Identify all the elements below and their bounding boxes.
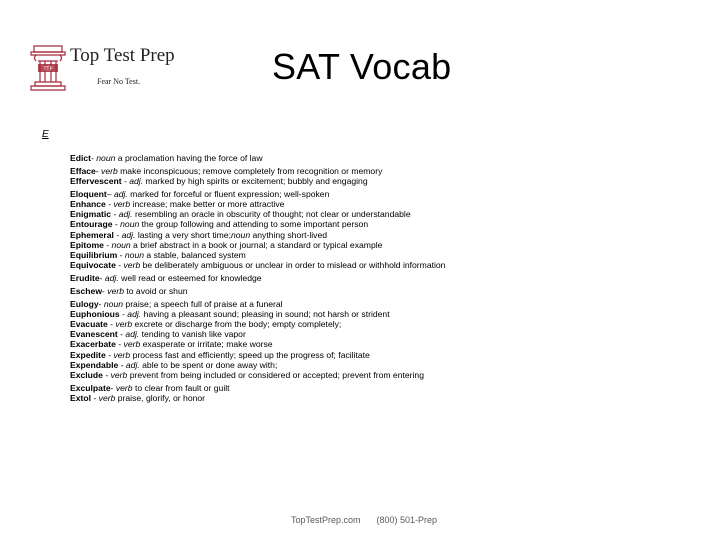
vocab-definition: resembling an oracle in obscurity of thought; not clear or understandable — [132, 209, 411, 220]
vocab-term: Entourage — [70, 219, 113, 230]
vocab-entry — [70, 299, 720, 309]
vocab-definition: anything short-lived — [250, 229, 328, 240]
vocab-term: Edict — [70, 153, 92, 163]
vocab-entry — [70, 350, 720, 360]
part-of-speech: adj. — [129, 176, 144, 186]
svg-text:TTP: TTP — [43, 66, 53, 73]
section-letter: E — [42, 129, 49, 140]
part-of-speech: verb — [113, 199, 131, 209]
part-of-speech: adj. — [113, 188, 128, 199]
vocab-separator: - — [91, 153, 97, 163]
vocab-separator: - — [110, 382, 116, 393]
part-of-speech: noun — [124, 250, 145, 261]
vocab-term: Enhance — [70, 199, 106, 209]
vocab-definition: able to be spent or done away with; — [139, 359, 278, 370]
vocab-separator: - — [105, 349, 114, 360]
vocab-entry — [70, 209, 720, 219]
vocab-separator: - — [115, 260, 124, 271]
part-of-speech: adj. — [121, 229, 136, 240]
part-of-speech: adj. — [127, 308, 142, 319]
vocab-separator: - — [117, 329, 126, 340]
vocab-entry — [70, 219, 720, 229]
vocab-definition: to clear from fault or guilt — [132, 382, 230, 393]
vocab-separator: – — [106, 188, 114, 199]
part-of-speech: verb — [115, 319, 133, 330]
vocab-term: Evanescent — [70, 329, 118, 340]
vocab-definition: process fast and efficiently; speed up the progress of; facilitate — [130, 349, 370, 360]
part-of-speech: noun — [111, 239, 131, 250]
vocab-separator: - — [118, 359, 126, 370]
vocab-term: Eulogy — [70, 298, 99, 309]
vocab-entry — [70, 250, 720, 260]
vocab-definition: tending to vanish like vapor — [139, 329, 246, 340]
vocab-term: Exculpate — [70, 382, 111, 393]
vocab-definition: praise; a speech full of praise at a funeral — [123, 298, 283, 309]
vocab-separator: - — [115, 339, 124, 350]
vocab-term: Euphonious — [70, 308, 120, 319]
part-of-speech: noun — [103, 298, 124, 309]
vocab-definition: praise, glorify, or honor — [115, 393, 206, 404]
part-of-speech: verb — [101, 165, 118, 176]
part-of-speech: adj. — [104, 273, 119, 284]
part-of-speech: verb — [110, 370, 128, 381]
vocab-separator: - — [102, 370, 111, 381]
vocab-entry — [70, 273, 720, 283]
vocab-definition: prevent from being included or considered or accepted; prevent from entering — [127, 370, 424, 381]
vocab-definition: be deliberately ambiguous or unclear in order to mislead or withhold information — [140, 260, 446, 271]
part-of-speech: noun — [230, 229, 251, 240]
part-of-speech: adj. — [125, 329, 140, 340]
vocab-definition: a proclamation having the force of law — [115, 153, 263, 163]
vocab-separator: - — [121, 176, 130, 186]
vocab-entry — [70, 360, 720, 370]
vocab-entry — [70, 383, 720, 393]
brand-name: Top Test Prep — [70, 45, 175, 66]
part-of-speech: verb — [113, 349, 131, 360]
footer-site: TopTestPrep.com — [290, 515, 361, 525]
vocab-definition: a stable, balanced system — [144, 250, 246, 261]
vocab-definition: to avoid or shun — [123, 285, 188, 296]
vocab-entry — [70, 166, 720, 176]
vocab-separator: - — [107, 319, 116, 330]
vocab-definition: well read or esteemed for knowledge — [118, 273, 262, 284]
vocab-separator: - — [91, 393, 99, 404]
vocab-entry — [70, 153, 720, 163]
vocab-term: Epitome — [70, 239, 104, 250]
vocab-entry — [70, 199, 720, 209]
vocab-definition: make inconspicuous; remove completely from recognition or memory — [117, 165, 383, 176]
part-of-speech: adj. — [118, 209, 133, 220]
vocab-entry — [70, 230, 720, 240]
vocab-separator: - — [99, 273, 105, 284]
vocab-entry — [70, 176, 720, 186]
vocab-definition: marked for forceful or fluent expression; well-spoken — [127, 188, 330, 199]
vocab-entry — [70, 260, 720, 270]
footer-phone: (800) 501-Prep — [376, 515, 438, 525]
vocab-term: Ephemeral — [70, 229, 114, 240]
vocab-entry — [70, 309, 720, 319]
vocab-term: Efface — [70, 165, 96, 176]
part-of-speech: adj. — [125, 359, 140, 370]
vocab-definition: a brief abstract in a book or journal; a standard or typical example — [130, 239, 383, 250]
vocab-separator: - — [103, 239, 112, 250]
vocab-definition: marked by high spirits or excitement; bubbly and engaging — [143, 176, 368, 186]
vocab-separator: - — [113, 229, 122, 240]
vocab-term: Erudite — [70, 273, 100, 284]
vocab-separator: - — [102, 285, 108, 296]
brand-tagline: Fear No Test. — [97, 77, 141, 86]
vocab-term: Enigmatic — [70, 209, 112, 220]
vocab-term: Eloquent — [70, 188, 107, 199]
part-of-speech: noun — [96, 153, 116, 163]
vocab-definition: increase; make better or more attractive — [130, 199, 285, 209]
vocab-term: Exclude — [70, 370, 103, 381]
vocab-separator: - — [119, 308, 128, 319]
vocab-term: Evacuate — [70, 319, 108, 330]
part-of-speech: verb — [123, 260, 141, 271]
footer — [0, 515, 728, 525]
page-title: SAT Vocab — [272, 46, 452, 87]
vocab-separator: - — [95, 165, 102, 176]
vocab-term: Extol — [70, 393, 92, 404]
logo-icon — [28, 44, 68, 92]
vocab-entry — [70, 189, 720, 199]
vocab-term: Expedite — [70, 349, 106, 360]
part-of-speech: verb — [107, 285, 124, 296]
vocab-term: Equilibrium — [70, 250, 118, 261]
vocab-entry — [70, 319, 720, 329]
vocab-entry — [70, 240, 720, 250]
vocab-definition: having a pleasant sound; pleasing in sound; not harsh or strident — [141, 308, 390, 319]
vocab-separator: - — [111, 209, 119, 220]
vocab-term: Equivocate — [70, 260, 116, 271]
vocab-separator: - — [105, 199, 114, 209]
vocab-entry — [70, 286, 720, 296]
vocab-entry — [70, 370, 720, 380]
part-of-speech: verb — [115, 382, 133, 393]
vocab-separator: - — [117, 250, 125, 261]
vocab-definition: excrete or discharge from the body; empty completely; — [132, 319, 342, 330]
vocab-term: Expendable — [70, 359, 119, 370]
vocab-term: Effervescent — [70, 176, 122, 186]
vocab-entry — [70, 393, 720, 403]
part-of-speech: verb — [123, 339, 141, 350]
vocab-separator: - — [112, 219, 121, 230]
vocab-term: Eschew — [70, 285, 103, 296]
vocab-entry — [70, 329, 720, 339]
vocab-definition: exasperate or irritate; make worse — [140, 339, 273, 350]
vocab-definition: the group following and attending to some important person — [139, 219, 369, 230]
vocab-term: Exacerbate — [70, 339, 116, 350]
vocab-list — [70, 153, 720, 403]
vocab-entry — [70, 339, 720, 349]
vocab-definition: lasting a very short time; — [135, 229, 231, 240]
vocab-separator: - — [98, 298, 104, 309]
part-of-speech: verb — [98, 393, 116, 404]
part-of-speech: noun — [120, 219, 140, 230]
